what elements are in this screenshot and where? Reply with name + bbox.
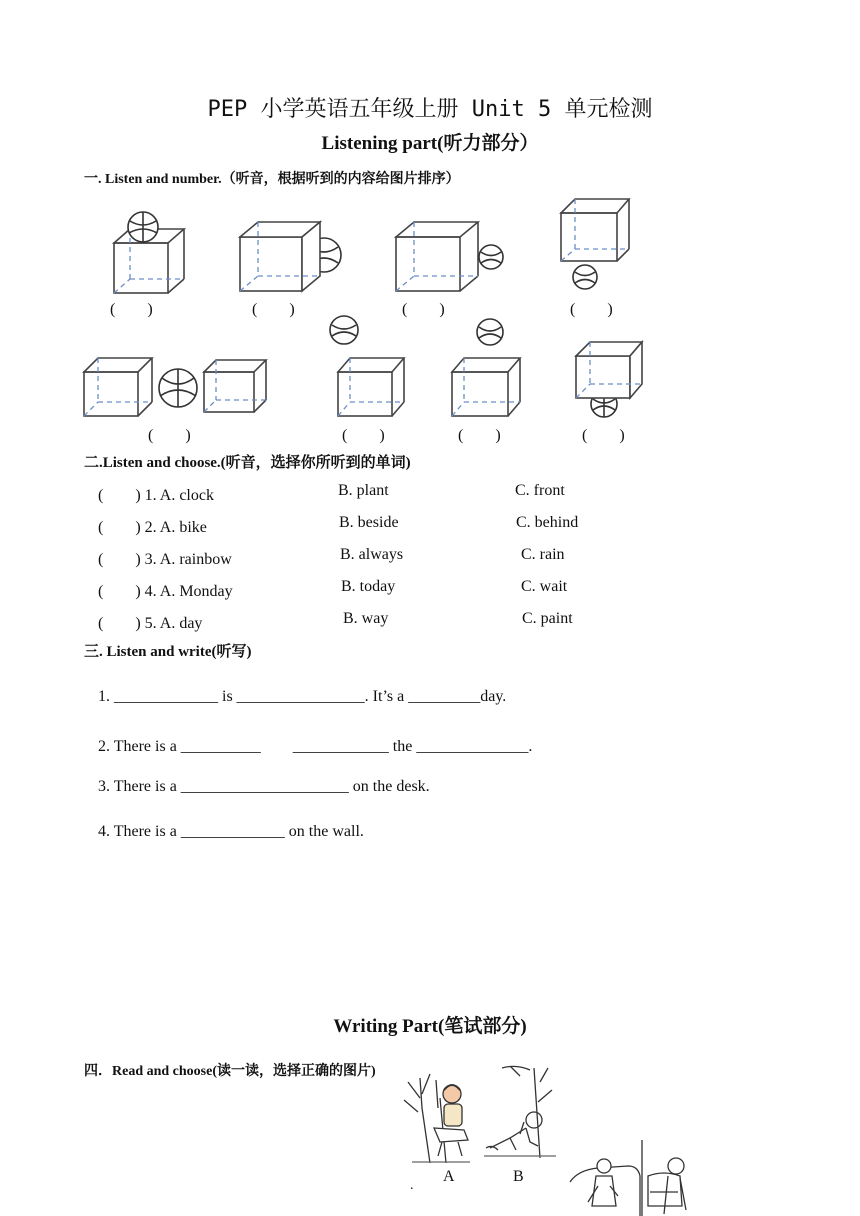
box-ball-above-figure — [328, 312, 413, 424]
answer-blank[interactable]: ( ) — [402, 301, 445, 318]
answer-blank[interactable]: ( ) — [458, 427, 501, 444]
box-ball-above-right-figure — [448, 318, 528, 424]
picture-label-a: A — [443, 1168, 455, 1185]
writing-heading: Writing Part(笔试部分) — [333, 1016, 527, 1037]
section3-heading: 三. Listen and write(听写) — [84, 644, 252, 660]
section2-heading: 二.Listen and choose.(听音，选择你所听到的单词) — [84, 455, 411, 471]
choice-option-c: C. paint — [522, 610, 573, 627]
answer-blank[interactable]: ( ) — [582, 427, 625, 444]
box-ball-under-figure — [555, 195, 645, 295]
girl-by-tree-illustration — [400, 1068, 480, 1168]
ball-between-boxes-figure — [80, 350, 270, 425]
choice-option-b: B. plant — [338, 482, 389, 499]
choice-option-b: B. always — [340, 546, 404, 563]
answer-blank[interactable]: ( ) — [148, 427, 191, 444]
answer-blank[interactable]: ( ) — [342, 427, 385, 444]
answer-blank[interactable]: ( ) — [570, 301, 613, 318]
write-line-4[interactable]: 4. There is a _____________ on the wall. — [98, 823, 364, 840]
choice-item-3[interactable]: ( ) 3. A. rainbow — [98, 551, 232, 568]
answer-blank[interactable]: ( ) — [252, 301, 295, 318]
box-ball-behind-figure — [232, 205, 342, 300]
choice-option-c: C. rain — [521, 546, 565, 563]
box-ball-beside-figure — [388, 205, 508, 300]
page-title: PEP 小学英语五年级上册 Unit 5 单元检测 — [207, 97, 653, 122]
section1-heading: 一. Listen and number.（听音，根据听到的内容给图片排序） — [84, 172, 460, 187]
man-with-car-illustration — [568, 1136, 693, 1216]
write-line-2[interactable]: 2. There is a __________ ____________ the ______________. — [98, 738, 533, 755]
stray-dot: . — [410, 1178, 414, 1193]
picture-label-b: B — [513, 1168, 524, 1185]
write-line-1[interactable]: 1. _____________ is ________________. It’s a _________day. — [98, 688, 507, 705]
boy-under-tree-illustration — [480, 1062, 560, 1162]
box-ball-under-front-figure — [572, 338, 652, 422]
box-ball-on-top-figure — [100, 205, 200, 300]
choice-item-5[interactable]: ( ) 5. A. day — [98, 615, 203, 632]
choice-option-b: B. beside — [339, 514, 399, 531]
answer-blank[interactable]: ( ) — [110, 301, 153, 318]
section4-heading: 四．Read and choose(读一读，选择正确的图片) — [84, 1064, 376, 1079]
choice-item-4[interactable]: ( ) 4. A. Monday — [98, 583, 233, 600]
choice-option-c: C. behind — [516, 514, 579, 531]
choice-item-1[interactable]: ( ) 1. A. clock — [98, 487, 214, 504]
write-line-3[interactable]: 3. There is a _____________________ on the desk. — [98, 778, 430, 795]
choice-option-c: C. front — [515, 482, 565, 499]
choice-option-c: C. wait — [521, 578, 568, 595]
listening-heading: Listening part(听力部分） — [321, 133, 539, 154]
choice-item-2[interactable]: ( ) 2. A. bike — [98, 519, 207, 536]
choice-option-b: B. way — [343, 610, 389, 627]
choice-option-b: B. today — [341, 578, 396, 595]
